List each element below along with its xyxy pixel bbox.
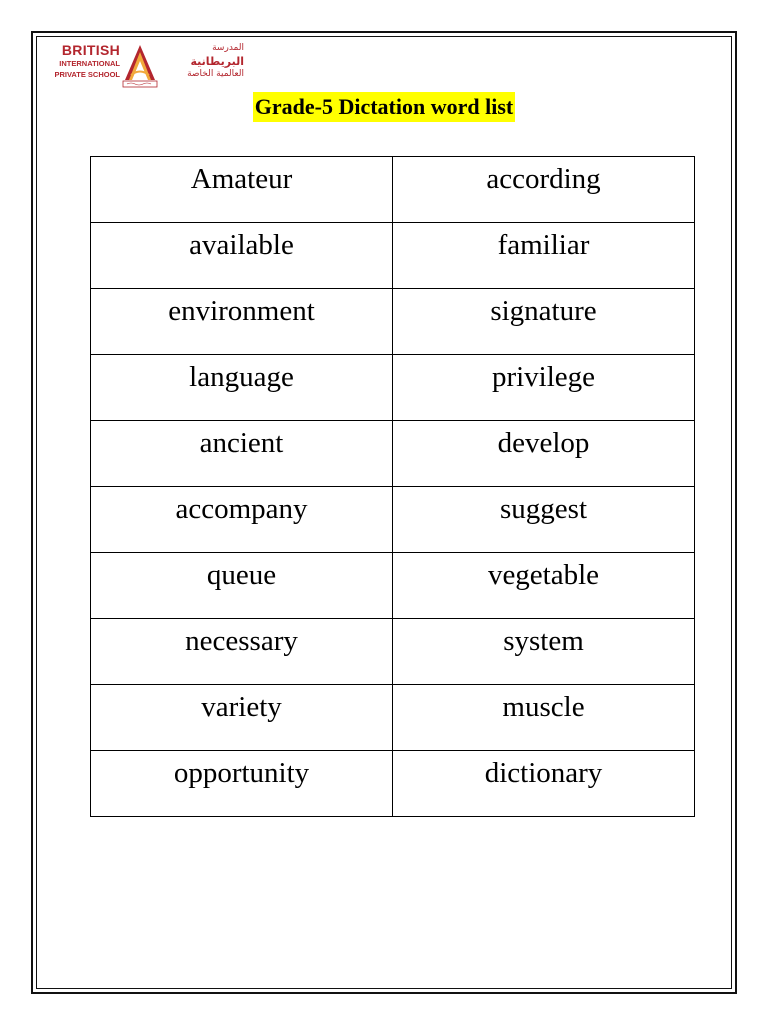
school-name-arabic-line-3: العالمية الخاصة: [187, 69, 244, 79]
word-cell: develop: [393, 421, 695, 487]
school-logo: [34, 42, 246, 90]
word-cell: suggest: [393, 487, 695, 553]
word-cell: privilege: [393, 355, 695, 421]
word-cell: opportunity: [91, 751, 393, 817]
table-row: [91, 157, 695, 223]
word-cell: dictionary: [393, 751, 695, 817]
school-name-line-2: INTERNATIONAL: [59, 59, 120, 68]
word-cell: language: [91, 355, 393, 421]
word-cell: according: [393, 157, 695, 223]
word-cell: system: [393, 619, 695, 685]
word-cell: queue: [91, 553, 393, 619]
table-row: [91, 289, 695, 355]
school-name-line-1: BRITISH: [61, 42, 120, 58]
table-row: [91, 355, 695, 421]
school-emblem-icon: [122, 42, 158, 88]
school-name-line-3: PRIVATE SCHOOL: [54, 70, 120, 79]
word-cell: muscle: [393, 685, 695, 751]
table-row: [91, 421, 695, 487]
word-cell: accompany: [91, 487, 393, 553]
school-name-arabic-line-2: البريطانية: [190, 55, 244, 68]
word-cell: familiar: [393, 223, 695, 289]
table-row: [91, 685, 695, 751]
word-cell: variety: [91, 685, 393, 751]
word-cell: ancient: [91, 421, 393, 487]
table-row: [91, 223, 695, 289]
word-cell: Amateur: [91, 157, 393, 223]
school-name-english: [34, 42, 120, 90]
table-row: [91, 553, 695, 619]
word-cell: available: [91, 223, 393, 289]
word-cell: vegetable: [393, 553, 695, 619]
word-cell: signature: [393, 289, 695, 355]
word-list-table: [90, 156, 695, 817]
title-block: [0, 92, 768, 122]
page-title: Grade-5 Dictation word list: [253, 92, 515, 122]
school-name-arabic-line-1: المدرسة: [212, 43, 244, 53]
school-name-arabic: [156, 42, 244, 90]
table-row: [91, 487, 695, 553]
word-cell: environment: [91, 289, 393, 355]
table-row: [91, 619, 695, 685]
table-row: [91, 751, 695, 817]
word-cell: necessary: [91, 619, 393, 685]
